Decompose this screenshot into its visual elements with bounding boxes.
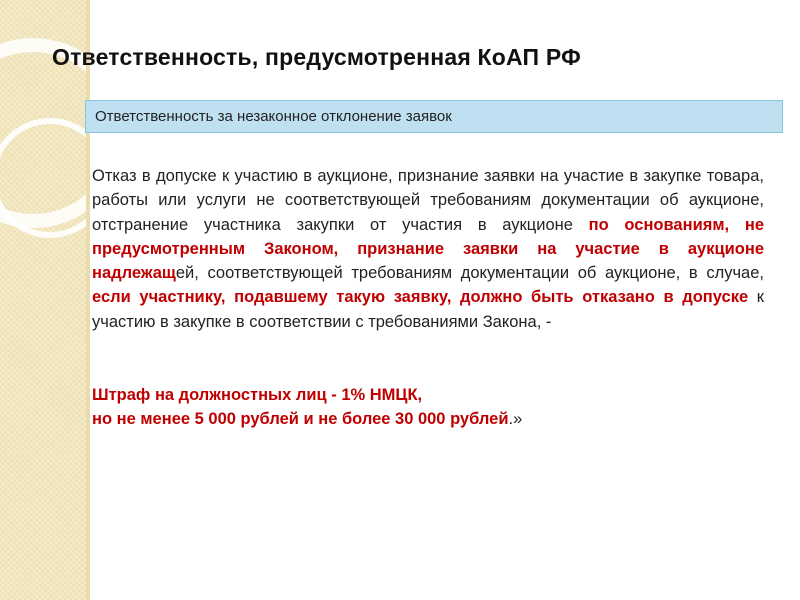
fine-line-2-tail: .»: [508, 410, 523, 428]
decorative-left-band: [0, 0, 88, 600]
paragraph-part-5: к участию в закупке в соответствии с требованиями Закона, -: [92, 288, 764, 331]
fine-line-2: [92, 407, 764, 431]
paragraph-highlight-1: по основаниям, не предусмотренным Законом, признание заявки на участие в аукционе надлежащ: [92, 215, 764, 283]
band-edge-divider: [86, 0, 90, 600]
subtitle-bar: [85, 100, 783, 133]
body-paragraph: [92, 164, 764, 334]
paragraph-highlight-2: если участнику, подавшему такую заявку, должно быть отказано в допуске: [92, 288, 749, 307]
fine-line-2-text: но не менее 5 000 рублей и не более 30 000 рублей: [92, 410, 509, 428]
fine-block: [92, 383, 764, 431]
slide-title: Ответственность, предусмотренная КоАП РФ: [52, 44, 581, 70]
fine-line-1: Штраф на должностных лиц - 1% НМЦК,: [92, 386, 423, 404]
paragraph-part-3: ей, соответствующей требованиям документации об аукционе, в случае,: [175, 264, 764, 283]
paragraph-part-1: Отказ в допуске к участию в аукционе, признание заявки на участие в закупке товара, работы или услуги не соответствующей требованиям документации об аукционе, отстранение участника закупки от участия в аукционе: [92, 167, 764, 234]
subtitle-text: Ответственность за незаконное отклонение заявок: [95, 108, 452, 125]
